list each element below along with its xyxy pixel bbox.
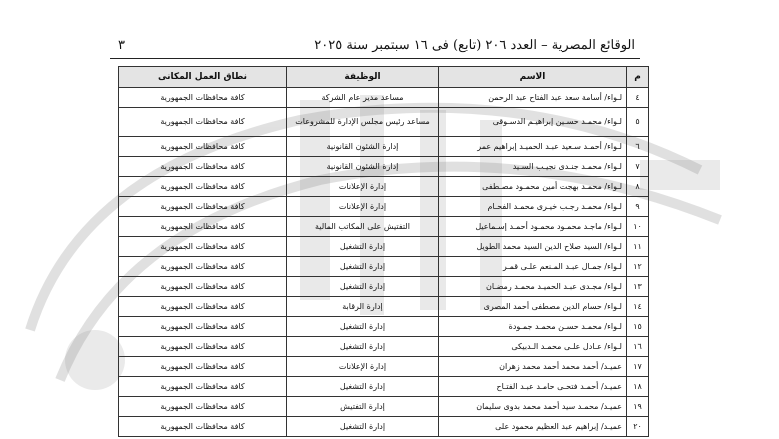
row-job: إدارة الإعلانات	[287, 357, 439, 377]
row-number: ١٣	[627, 277, 649, 297]
row-job: إدارة التشغيل	[287, 257, 439, 277]
row-number: ٧	[627, 157, 649, 177]
row-name: لـواء/ أحمـد سـعيد عبـد الحميـد إبراهيم عمر	[439, 137, 627, 157]
row-number: ٩	[627, 197, 649, 217]
table-row	[119, 137, 649, 157]
row-scope: كافة محافظات الجمهورية	[119, 297, 287, 317]
row-name: لـواء/ جمـال عبـد المـنعم علـى قمـر	[439, 257, 627, 277]
row-scope: كافة محافظات الجمهورية	[119, 237, 287, 257]
row-name: عميـد/ إبراهيم عبد العظيم محمود على	[439, 417, 627, 437]
row-number: ١٧	[627, 357, 649, 377]
row-job: إدارة الإعلانات	[287, 177, 439, 197]
row-job: إدارة التفتيش	[287, 397, 439, 417]
row-scope: كافة محافظات الجمهورية	[119, 177, 287, 197]
row-scope: كافة محافظات الجمهورية	[119, 337, 287, 357]
row-name: لـواء/ محمـد حسـين إبراهيـم الدسـوقى	[439, 108, 627, 137]
table-row	[119, 108, 649, 137]
table-row	[119, 357, 649, 377]
column-header-number: م	[627, 67, 649, 88]
table-header-row	[119, 67, 649, 88]
page-number: ٣	[118, 38, 125, 53]
row-number: ١٢	[627, 257, 649, 277]
row-number: ٨	[627, 177, 649, 197]
officials-table	[118, 66, 649, 437]
row-number: ٤	[627, 88, 649, 108]
row-name: لـواء/ محمـد رجـب خيـرى محمـد الفحـام	[439, 197, 627, 217]
row-scope: كافة محافظات الجمهورية	[119, 277, 287, 297]
row-number: ٥	[627, 108, 649, 137]
row-job: إدارة الشئون القانونية	[287, 157, 439, 177]
row-number: ١٥	[627, 317, 649, 337]
table-row	[119, 157, 649, 177]
row-name: عميـد/ أحمـد فتحـى حامـد عبـد الفتـاح	[439, 377, 627, 397]
gazette-header-title: الوقائع المصرية – العدد ٢٠٦ (تابع) فى ١٦ سبتمبر سنة ٢٠٢٥	[314, 38, 635, 53]
column-header-job: الوظيفة	[287, 67, 439, 88]
table-row	[119, 277, 649, 297]
row-scope: كافة محافظات الجمهورية	[119, 157, 287, 177]
row-job: إدارة التشغيل	[287, 317, 439, 337]
row-scope: كافة محافظات الجمهورية	[119, 137, 287, 157]
row-scope: كافة محافظات الجمهورية	[119, 397, 287, 417]
row-number: ١٤	[627, 297, 649, 317]
table-row	[119, 197, 649, 217]
table-row	[119, 337, 649, 357]
header-rule	[110, 58, 640, 59]
row-scope: كافة محافظات الجمهورية	[119, 217, 287, 237]
row-number: ١١	[627, 237, 649, 257]
row-name: عميـد/ محمـد سيد أحمد محمد بدوى سليمان	[439, 397, 627, 417]
table-row	[119, 377, 649, 397]
row-number: ١٩	[627, 397, 649, 417]
row-job: إدارة التشغيل	[287, 277, 439, 297]
row-job: إدارة التشغيل	[287, 237, 439, 257]
row-job: إدارة الرقابة	[287, 297, 439, 317]
row-scope: كافة محافظات الجمهورية	[119, 257, 287, 277]
column-header-name: الاسم	[439, 67, 627, 88]
row-number: ٢٠	[627, 417, 649, 437]
row-scope: كافة محافظات الجمهورية	[119, 88, 287, 108]
table-row	[119, 417, 649, 437]
table-row	[119, 317, 649, 337]
row-job: إدارة التشغيل	[287, 377, 439, 397]
table-row	[119, 237, 649, 257]
table-row	[119, 397, 649, 417]
table-row	[119, 88, 649, 108]
row-job: مساعد رئيس مجلس الإدارة للمشروعات	[287, 108, 439, 137]
row-scope: كافة محافظات الجمهورية	[119, 197, 287, 217]
row-name: لـواء/ عـادل علـى محمـد الـدبيكى	[439, 337, 627, 357]
row-number: ٦	[627, 137, 649, 157]
row-number: ١٠	[627, 217, 649, 237]
row-job: إدارة الإعلانات	[287, 197, 439, 217]
row-job: إدارة التشغيل	[287, 417, 439, 437]
row-number: ١٦	[627, 337, 649, 357]
table-row	[119, 257, 649, 277]
row-name: لـواء/ ماجـد محمـود محمـود أحمـد إسـماعيل	[439, 217, 627, 237]
row-name: لـواء/ محمـد بهجت أمين محمـود مصـطفى	[439, 177, 627, 197]
row-job: مساعد مدير عام الشركة	[287, 88, 439, 108]
row-job: التفتيش على المكاتب المالية	[287, 217, 439, 237]
row-scope: كافة محافظات الجمهورية	[119, 377, 287, 397]
page-header	[110, 38, 635, 58]
row-scope: كافة محافظات الجمهورية	[119, 417, 287, 437]
table-row	[119, 177, 649, 197]
row-scope: كافة محافظات الجمهورية	[119, 317, 287, 337]
row-job: إدارة الشئون القانونية	[287, 137, 439, 157]
row-name: لـواء/ السيد صلاح الدين السيد محمد الطويل	[439, 237, 627, 257]
row-scope: كافة محافظات الجمهورية	[119, 357, 287, 377]
row-name: لـواء/ مجـدى عبـد الحميـد محمـد رمضـان	[439, 277, 627, 297]
table-row	[119, 297, 649, 317]
table-row	[119, 217, 649, 237]
row-name: لـواء/ محمـد حسـن محمـد جمـودة	[439, 317, 627, 337]
column-header-scope: نطاق العمل المكانى	[119, 67, 287, 88]
row-scope: كافة محافظات الجمهورية	[119, 108, 287, 137]
row-name: لـواء/ حسام الدين مصطفى أحمد المصرى	[439, 297, 627, 317]
row-job: إدارة التشغيل	[287, 337, 439, 357]
row-name: لـواء/ أسامة سعد عبد الفتاح عبد الرحمن	[439, 88, 627, 108]
row-name: لـواء/ محمـد جنـدى نجيـب السـيد	[439, 157, 627, 177]
row-number: ١٨	[627, 377, 649, 397]
row-name: عميـد/ أحمد محمد أحمد محمد زهران	[439, 357, 627, 377]
